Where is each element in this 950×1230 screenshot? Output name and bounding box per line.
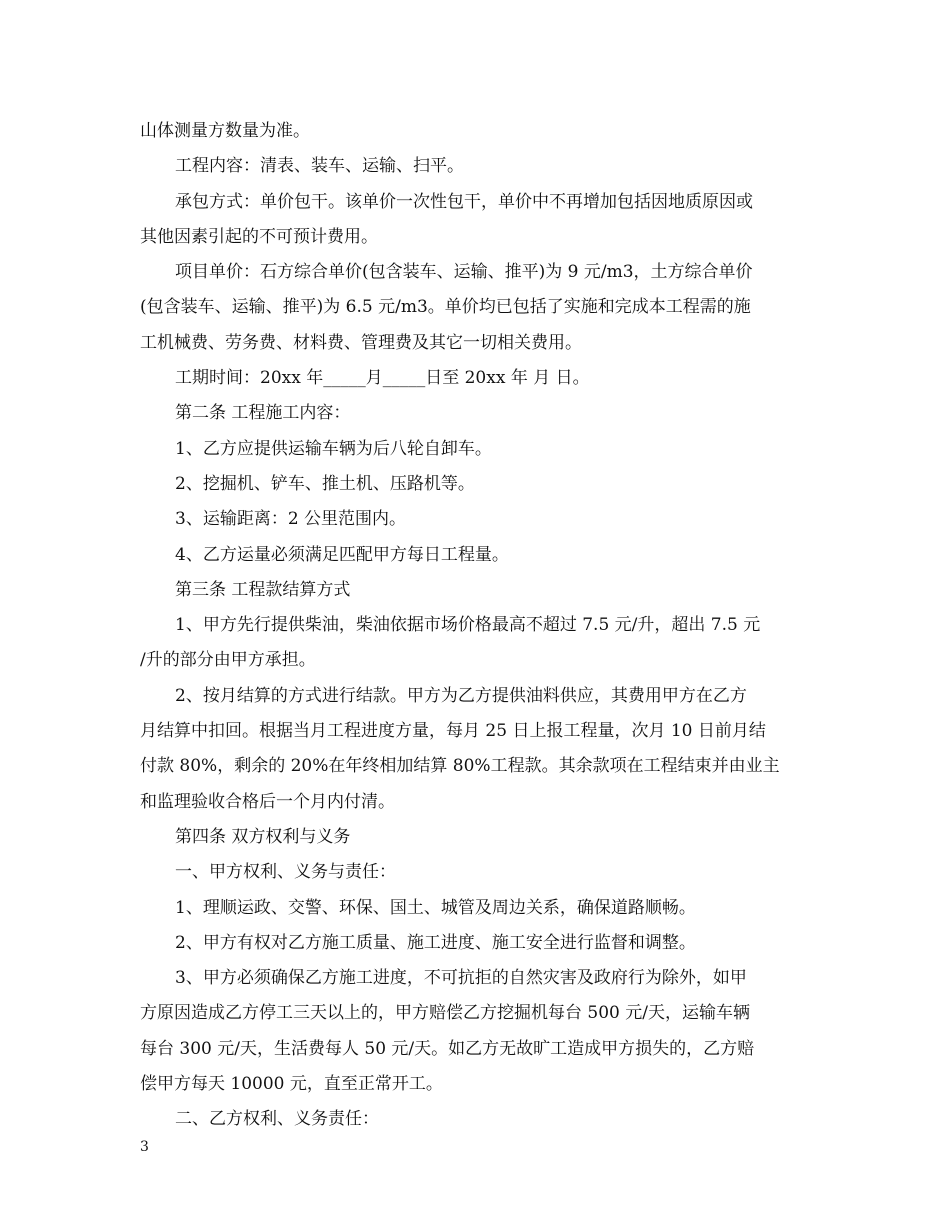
paragraph-line: 方原因造成乙方停工三天以上的，甲方赔偿乙方挖掘机每台 500 元/天，运输车辆 (140, 1003, 750, 1024)
paragraph-line: 其他因素引起的不可预计费用。 (140, 226, 378, 247)
list-item: 2、挖掘机、铲车、推土机、压路机等。 (175, 473, 475, 494)
list-item: 1、乙方应提供运输车辆为后八轮自卸车。 (175, 438, 492, 459)
subsection-heading: 一、甲方权利、义务与责任： (175, 862, 396, 883)
list-item: 1、理顺运政、交警、环保、国土、城管及周边关系，确保道路顺畅。 (175, 897, 696, 918)
paragraph-line: 工机械费、劳务费、材料费、管理费及其它一切相关费用。 (140, 332, 582, 353)
list-item: 1、甲方先行提供柴油，柴油依据市场价格最高不超过 7.5 元/升，超出 7.5 元 (175, 615, 761, 636)
document-body (140, 114, 812, 1138)
paragraph-line: 山体测量方数量为准。 (140, 121, 310, 141)
paragraph-line: 工程内容：清表、装车、运输、扫平。 (175, 156, 464, 177)
paragraph-line: 月结算中扣回。根据当月工程进度方量，每月 25 日上报工程量，次月 10 日前月结 (140, 721, 766, 742)
paragraph-line: 工期时间：20xx 年_____月_____日至 20xx 年 月 日。 (175, 368, 590, 389)
paragraph-line: (包含装车、运输、推平)为 6.5 元/m3。单价均已包括了实施和完成本工程需的施 (140, 297, 751, 318)
paragraph-line: 承包方式：单价包干。该单价一次性包干，单价中不再增加包括因地质原因或 (175, 191, 753, 212)
list-item: 3、甲方必须确保乙方施工进度，不可抗拒的自然灾害及政府行为除外，如甲 (175, 968, 747, 989)
section-heading: 第二条 工程施工内容： (175, 403, 351, 424)
section-heading: 第四条 双方权利与义务 (175, 826, 351, 847)
list-item: 4、乙方运量必须满足匹配甲方每日工程量。 (175, 544, 509, 565)
paragraph-line: 和监理验收合格后一个月内付清。 (140, 791, 395, 812)
page-number: 3 (140, 1139, 149, 1155)
subsection-heading: 二、乙方权利、义务责任： (175, 1109, 379, 1130)
section-heading: 第三条 工程款结算方式 (175, 579, 351, 600)
paragraph-line: 付款 80%，剩余的 20%在年终相加结算 80%工程款。其余款项在工程结束并由业主 (140, 756, 780, 777)
list-item: 2、甲方有权对乙方施工质量、施工进度、施工安全进行监督和调整。 (175, 932, 696, 953)
paragraph-line: 每台 300 元/天，生活费每人 50 元/天。如乙方无故旷工造成甲方损失的，乙方赔 (140, 1038, 755, 1059)
paragraph-line: /升的部分由甲方承担。 (140, 650, 316, 671)
paragraph-line: 偿甲方每天 10000 元，直至正常开工。 (140, 1074, 443, 1095)
list-item: 2、按月结算的方式进行结款。甲方为乙方提供油料供应，其费用甲方在乙方 (175, 685, 747, 706)
list-item: 3、运输距离：2 公里范围内。 (175, 509, 407, 530)
paragraph-line: 项目单价：石方综合单价(包含装车、运输、推平)为 9 元/m3，土方综合单价 (175, 262, 753, 283)
